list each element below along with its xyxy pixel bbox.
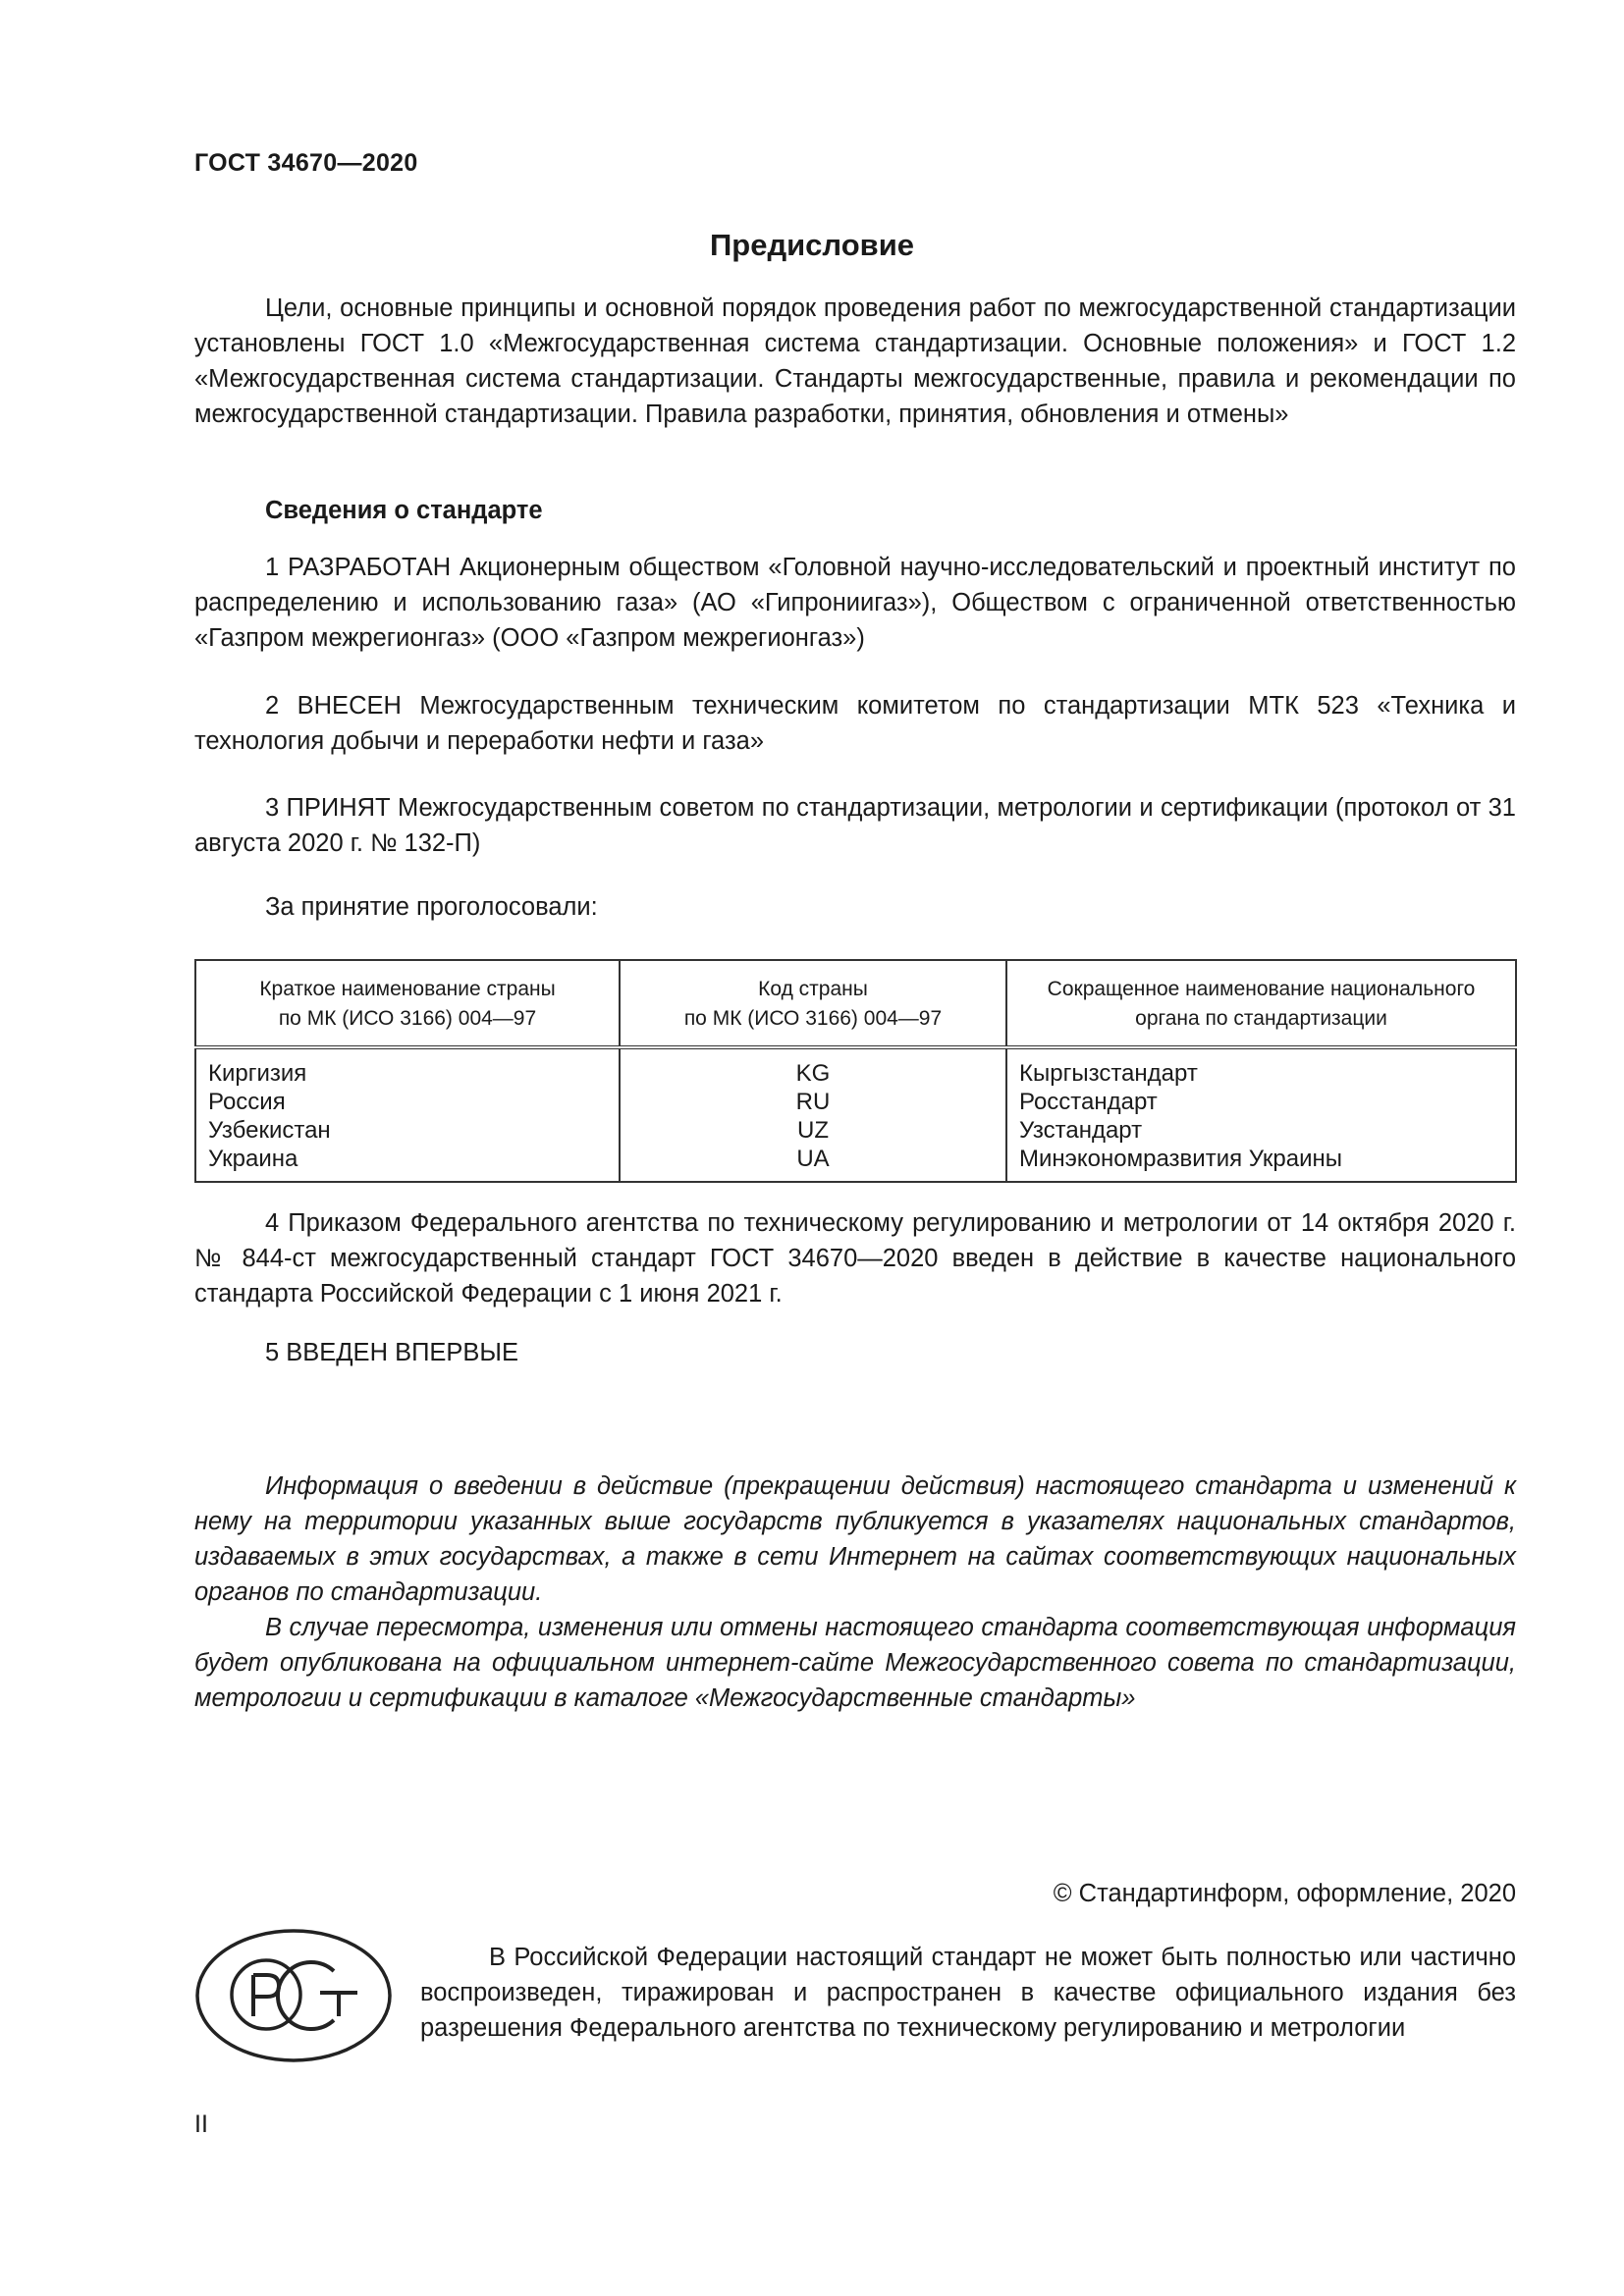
voting-countries-table (194, 959, 1517, 1183)
country-cell: Россия (195, 1088, 620, 1116)
body-cell: Росстандарт (1006, 1088, 1516, 1116)
standard-info-heading: Сведения о стандарте (265, 497, 543, 524)
reproduction-notice: В Российской Федерации настоящий стандарт не может быть полностью или частично воспроизведен, тиражирован и распространен в качестве официального издания без разрешения Федерального агентства по техническому регулированию и метрологии (420, 1944, 1516, 2042)
page-title: Предисловие (709, 228, 914, 262)
info-paragraph-1: Информация о введении в действие (прекращении действия) настоящего стандарта и изменений к нему на территории указанных выше государств публикуется в указателях национальных стандартов, издаваемых в этих государствах, а также в сети Интернет на сайтах соответствующих национальных органов по стандартизации. (194, 1472, 1516, 1606)
header-line: Код страны (758, 978, 868, 1000)
page-number: II (194, 2110, 208, 2138)
table-header-code (620, 960, 1006, 1047)
code-cell: KG (620, 1047, 1006, 1088)
table-header-body (1006, 960, 1516, 1047)
item-introduced: 2 ВНЕСЕН Межгосударственным техническим комитетом по стандартизации МТК 523 «Техника и технология добычи и переработки нефти и газа» (194, 692, 1516, 755)
header-line: по МК (ИСО 3166) 004—97 (278, 1007, 537, 1030)
intro-paragraph: Цели, основные принципы и основной порядок проведения работ по межгосударственной стандартизации установлены ГОСТ 1.0 «Межгосударственная система стандартизации. Основные положения» и ГОСТ 1.2 «Межгосударственная система стандартизации. Стандарты межгосударственные, правила и рекомендации по межгосударственной стандартизации. Правила разработки, принятия, обновления и отмены» (194, 294, 1516, 428)
standard-code-header: ГОСТ 34670—2020 (194, 149, 418, 177)
country-cell: Узбекистан (195, 1116, 620, 1145)
table-row (195, 1088, 1516, 1116)
rst-logo-svg (194, 1928, 393, 2063)
info-paragraph-2: В случае пересмотра, изменения или отмены настоящего стандарта соответствующая информация будет опубликована на официальном интернет-сайте Межгосударственного совета по стандартизации, метрологии и сертификации в каталоге «Межгосударственные стандарты» (194, 1614, 1516, 1712)
header-line: Сокращенное наименование национального (1047, 978, 1476, 1000)
header-line: по МК (ИСО 3166) 004—97 (683, 1007, 943, 1030)
rst-certification-mark-icon (194, 1928, 393, 2068)
item-adopted: 3 ПРИНЯТ Межгосударственным советом по стандартизации, метрологии и сертификации (протокол от 31 августа 2020 г. № 132-П) (194, 794, 1516, 857)
table-header-country (195, 960, 620, 1047)
country-cell: Украина (195, 1145, 620, 1182)
voted-label: За принятие проголосовали: (265, 893, 598, 921)
table-header-row (195, 960, 1516, 1047)
table-row (195, 1116, 1516, 1145)
body-cell: Узстандарт (1006, 1116, 1516, 1145)
header-line: органа по стандартизации (1135, 1007, 1387, 1030)
header-line: Краткое наименование страны (259, 978, 556, 1000)
table-row (195, 1047, 1516, 1088)
copyright-notice: © Стандартинформ, оформление, 2020 (1053, 1880, 1516, 1907)
body-cell: Минэкономразвития Украины (1006, 1145, 1516, 1182)
code-cell: UA (620, 1145, 1006, 1182)
body-cell: Кыргызстандарт (1006, 1047, 1516, 1088)
item-order: 4 Приказом Федерального агентства по техническому регулированию и метрологии от 14 октября 2020 г. № 844-ст межгосударственный стандарт ГОСТ 34670—2020 введен в действие в качестве национального стандарта Российской Федерации с 1 июня 2021 г. (194, 1209, 1516, 1308)
item-first-introduced: 5 ВВЕДЕН ВПЕРВЫЕ (265, 1339, 519, 1366)
code-cell: UZ (620, 1116, 1006, 1145)
item-developed: 1 РАЗРАБОТАН Акционерным обществом «Головной научно-исследовательский и проектный институт по распределению и использованию газа» (АО «Гипрониигаз»), Обществом с ограниченной ответственностью «Газпром межрегионгаз» (ООО «Газпром межрегионгаз») (194, 554, 1516, 652)
table-row (195, 1145, 1516, 1182)
country-cell: Киргизия (195, 1047, 620, 1088)
code-cell: RU (620, 1088, 1006, 1116)
